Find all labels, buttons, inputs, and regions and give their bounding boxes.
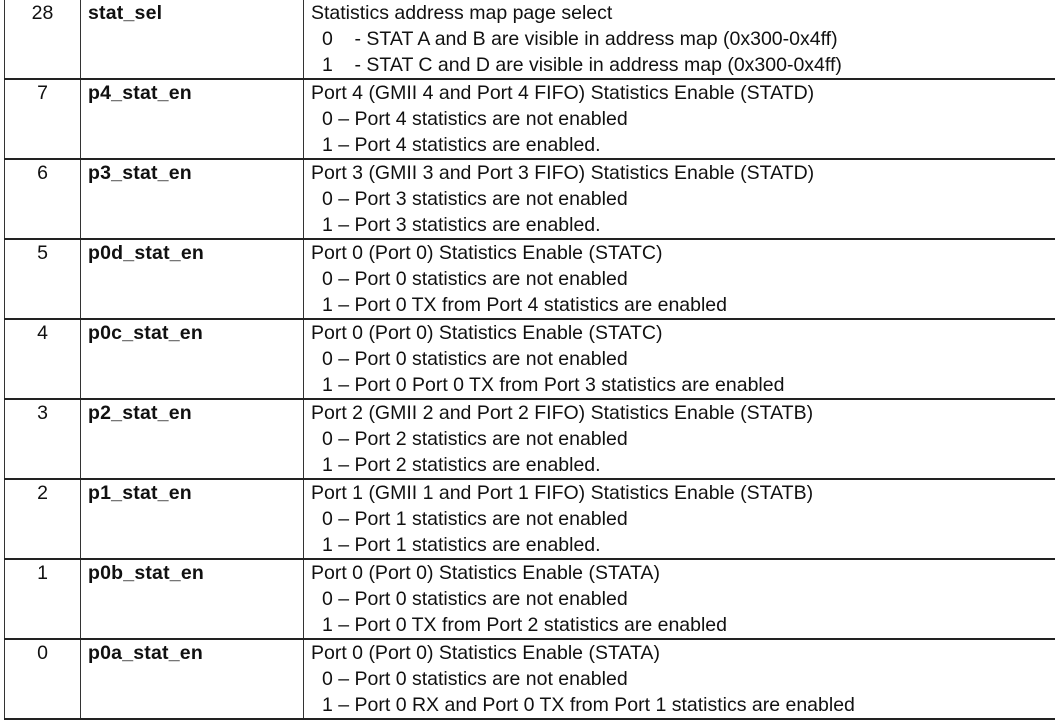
description-summary: Port 3 (GMII 3 and Port 3 FIFO) Statistics Enable (STATD) — [311, 160, 1055, 186]
description-value-0: 0 - STAT A and B are visible in address map (0x300-0x4ff) — [311, 26, 1055, 52]
description-value-0: 0 – Port 1 statistics are not enabled — [311, 506, 1055, 532]
field-description — [304, 479, 1055, 559]
description-value-1: 1 – Port 0 TX from Port 2 statistics are enabled — [311, 612, 1055, 638]
description-summary: Port 2 (GMII 2 and Port 2 FIFO) Statistics Enable (STATB) — [311, 400, 1055, 426]
table-row — [5, 639, 1055, 719]
description-value-1: 1 – Port 1 statistics are enabled. — [311, 532, 1055, 558]
description-value-0: 0 – Port 3 statistics are not enabled — [311, 186, 1055, 212]
field-description — [304, 399, 1055, 479]
bit-number: 28 — [5, 0, 81, 79]
description-value-1: 1 – Port 0 RX and Port 0 TX from Port 1 statistics are enabled — [311, 692, 1055, 718]
bit-number: 7 — [5, 79, 81, 159]
description-summary: Port 0 (Port 0) Statistics Enable (STATA) — [311, 560, 1055, 586]
table-row — [5, 559, 1055, 639]
description-value-0: 0 – Port 2 statistics are not enabled — [311, 426, 1055, 452]
field-name: p0d_stat_en — [81, 239, 304, 319]
field-description — [304, 319, 1055, 399]
bit-number: 2 — [5, 479, 81, 559]
table-row — [5, 239, 1055, 319]
description-value-1: 1 – Port 3 statistics are enabled. — [311, 212, 1055, 238]
field-name: p2_stat_en — [81, 399, 304, 479]
description-summary: Port 4 (GMII 4 and Port 4 FIFO) Statistics Enable (STATD) — [311, 80, 1055, 106]
field-name: p3_stat_en — [81, 159, 304, 239]
description-value-1: 1 – Port 2 statistics are enabled. — [311, 452, 1055, 478]
description-value-0: 0 – Port 0 statistics are not enabled — [311, 586, 1055, 612]
description-summary: Port 1 (GMII 1 and Port 1 FIFO) Statistics Enable (STATB) — [311, 480, 1055, 506]
table-row — [5, 159, 1055, 239]
description-value-1: 1 – Port 4 statistics are enabled. — [311, 132, 1055, 158]
field-name: p0b_stat_en — [81, 559, 304, 639]
bit-number: 3 — [5, 399, 81, 479]
description-value-0: 0 – Port 0 statistics are not enabled — [311, 346, 1055, 372]
description-value-0: 0 – Port 0 statistics are not enabled — [311, 266, 1055, 292]
field-name: stat_sel — [81, 0, 304, 79]
description-value-1: 1 – Port 0 Port 0 TX from Port 3 statistics are enabled — [311, 372, 1055, 398]
field-name: p4_stat_en — [81, 79, 304, 159]
table-row — [5, 0, 1055, 79]
field-name: p0c_stat_en — [81, 319, 304, 399]
bit-number: 4 — [5, 319, 81, 399]
register-bit-table — [4, 0, 1055, 720]
description-value-0: 0 – Port 4 statistics are not enabled — [311, 106, 1055, 132]
field-description — [304, 79, 1055, 159]
bit-number: 1 — [5, 559, 81, 639]
description-summary: Port 0 (Port 0) Statistics Enable (STATC) — [311, 240, 1055, 266]
description-value-1: 1 - STAT C and D are visible in address map (0x300-0x4ff) — [311, 52, 1055, 78]
table-row — [5, 319, 1055, 399]
field-description — [304, 0, 1055, 79]
description-value-0: 0 – Port 0 statistics are not enabled — [311, 666, 1055, 692]
description-summary: Statistics address map page select — [311, 0, 1055, 26]
table-row — [5, 479, 1055, 559]
bit-number: 0 — [5, 639, 81, 719]
field-name: p1_stat_en — [81, 479, 304, 559]
field-description — [304, 639, 1055, 719]
description-summary: Port 0 (Port 0) Statistics Enable (STATC) — [311, 320, 1055, 346]
field-description — [304, 159, 1055, 239]
table-row — [5, 79, 1055, 159]
bit-number: 5 — [5, 239, 81, 319]
field-description — [304, 559, 1055, 639]
field-name: p0a_stat_en — [81, 639, 304, 719]
field-description — [304, 239, 1055, 319]
description-summary: Port 0 (Port 0) Statistics Enable (STATA) — [311, 640, 1055, 666]
bit-number: 6 — [5, 159, 81, 239]
description-value-1: 1 – Port 0 TX from Port 4 statistics are enabled — [311, 292, 1055, 318]
table-row — [5, 399, 1055, 479]
